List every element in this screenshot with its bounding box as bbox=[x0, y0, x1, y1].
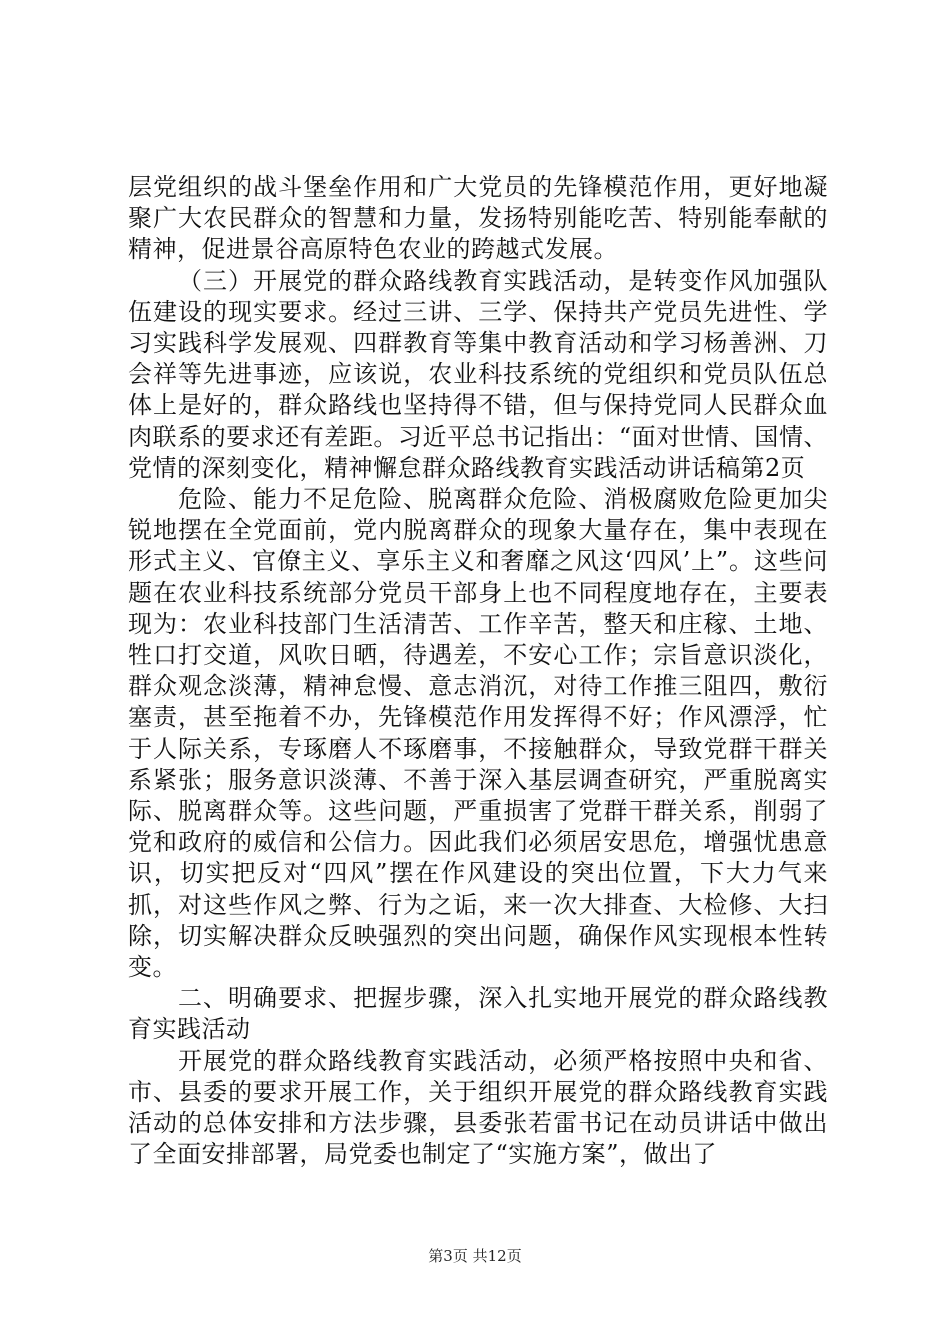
paragraph-1: 层党组织的战斗堡垒作用和广大党员的先锋模范作用，更好地凝聚广大农民群众的智慧和力量，发扬特别能吃苦、特别能奉献的精神，促进景谷高原特色农业的跨越式发展。 bbox=[128, 173, 828, 264]
section-heading: 二、明确要求、把握步骤，深入扎实地开展党的群众路线教育实践活动 bbox=[128, 984, 828, 1044]
document-body bbox=[128, 172, 828, 1171]
page-number-footer: 第3页 共12页 bbox=[428, 1247, 522, 1265]
paragraph-4: 开展党的群众路线教育实践活动，必须严格按照中央和省、市、县委的要求开展工作，关于组织开展党的群众路线教育实践活动的总体安排和方法步骤，县委张若雷书记在动员讲话中做出了全面安排部署，局党委也制定了“实施方案”，做出了 bbox=[128, 1046, 828, 1169]
paragraph-2: （三）开展党的群众路线教育实践活动，是转变作风加强队伍建设的现实要求。经过三讲、三学、保持共产党员先进性、学习实践科学发展观、四群教育等集中教育活动和学习杨善洲、刀会祥等先进事迹，应该说，农业科技系统的党组织和党员队伍总体上是好的，群众路线也坚持得不错，但与保持党同人民群众血肉联系的要求还有差距。习近平总书记指出：“面对世情、国情、党情的深刻变化，精神懈怠群众路线教育实践活动讲话稿第2页 bbox=[128, 266, 828, 482]
paragraph-3: 危险、能力不足危险、脱离群众危险、消极腐败危险更加尖锐地摆在全党面前，党内脱离群众的现象大量存在，集中表现在形式主义、官僚主义、享乐主义和奢靡之风这‘四风’上”。这些问题在农业科技系统部分党员干部身上也不同程度地存在，主要表现为：农业科技部门生活清苦、工作辛苦，整天和庄稼、土地、牲口打交道，风吹日晒，待遇差，不安心工作；宗旨意识淡化，群众观念淡薄，精神怠慢、意志消沉，对待工作推三阻四，敷衍塞责，甚至拖着不办，先锋模范作用发挥得不好；作风漂浮，忙于人际关系，专琢磨人不琢磨事，不接触群众，导致党群干群关系紧张；服务意识淡薄、不善于深入基层调查研究，严重脱离实际、脱离群众等。这些问题，严重损害了党群干群关系，削弱了党和政府的威信和公信力。因此我们必须居安思危，增强忧患意识，切实把反对“四风”摆在作风建设的突出位置，下大力气来抓，对这些作风之弊、行为之诟，来一次大排查、大检修、大扫除，切实解决群众反映强烈的突出问题，确保作风实现根本性转变。 bbox=[128, 485, 828, 982]
